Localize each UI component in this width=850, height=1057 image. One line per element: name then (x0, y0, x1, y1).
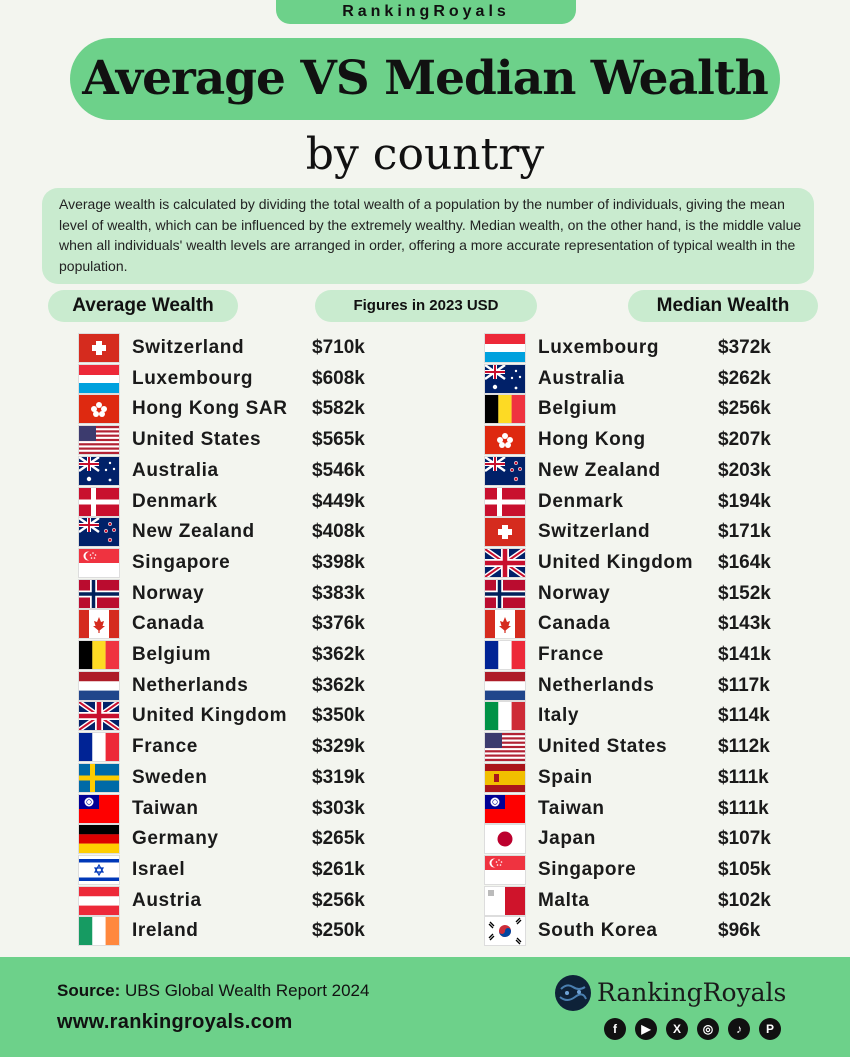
wealth-value: $203k (718, 459, 771, 481)
instagram-icon[interactable]: ◎ (697, 1018, 719, 1040)
country-name: Hong Kong (538, 429, 646, 451)
country-name: Singapore (538, 858, 637, 880)
country-name: Norway (538, 582, 611, 604)
country-name: Netherlands (132, 674, 249, 696)
wealth-value: $546k (312, 459, 365, 481)
average-wealth-row (79, 763, 379, 793)
average-wealth-row (79, 701, 379, 731)
wealth-value: $152k (718, 582, 771, 604)
wealth-value: $164k (718, 551, 771, 573)
median-wealth-row (485, 916, 785, 946)
average-wealth-row (79, 456, 379, 486)
wealth-value: $372k (718, 337, 771, 358)
flag-hk-icon (79, 395, 119, 423)
brand-tab: RankingRoyals (276, 0, 576, 24)
country-name: New Zealand (538, 459, 661, 481)
flag-fr-icon (79, 733, 119, 761)
average-wealth-header: Average Wealth (48, 290, 238, 322)
country-name: United Kingdom (538, 551, 694, 573)
flag-tw-icon (485, 795, 525, 823)
country-name: Norway (132, 582, 205, 604)
wealth-value: $107k (718, 828, 771, 850)
wealth-value: $102k (718, 889, 771, 911)
average-wealth-row (79, 671, 379, 701)
average-wealth-row (79, 732, 379, 762)
flag-ca-icon (485, 610, 525, 638)
globe-logo-icon (555, 975, 591, 1011)
youtube-icon[interactable]: ▶ (635, 1018, 657, 1040)
country-name: United States (538, 736, 668, 758)
country-name: Taiwan (132, 797, 199, 819)
average-wealth-row (79, 394, 379, 424)
wealth-value: $362k (312, 674, 365, 696)
flag-no-icon (485, 580, 525, 608)
median-wealth-row (485, 517, 785, 547)
average-wealth-row (79, 916, 379, 946)
median-wealth-row (485, 456, 785, 486)
wealth-value: $96k (718, 920, 761, 942)
country-name: New Zealand (132, 521, 255, 543)
average-wealth-row (79, 364, 379, 394)
country-name: Denmark (132, 490, 218, 512)
country-name: Hong Kong SAR (132, 398, 288, 420)
flag-it-icon (485, 702, 525, 730)
median-wealth-row (485, 640, 785, 670)
wealth-value: $319k (312, 766, 365, 788)
median-wealth-row (485, 609, 785, 639)
flag-lu-icon (79, 365, 119, 393)
country-name: Denmark (538, 490, 624, 512)
median-wealth-row (485, 855, 785, 885)
wealth-value: $383k (312, 582, 365, 604)
wealth-value: $114k (718, 705, 770, 727)
country-name: Australia (132, 459, 219, 481)
wealth-value: $565k (312, 429, 365, 451)
average-wealth-row (79, 855, 379, 885)
wealth-value: $362k (312, 644, 365, 665)
country-name: Luxembourg (538, 337, 660, 358)
flag-kr-icon (485, 917, 525, 945)
flag-lu-icon (485, 334, 525, 362)
average-wealth-row (79, 579, 379, 609)
country-name: United Kingdom (132, 705, 288, 727)
flag-nz-icon (79, 518, 119, 546)
median-wealth-row (485, 579, 785, 609)
wealth-value: $112k (718, 736, 770, 758)
median-wealth-row (485, 886, 785, 916)
flag-gb-icon (485, 549, 525, 577)
wealth-value: $250k (312, 920, 365, 942)
source-label: Source: (57, 981, 121, 1000)
wealth-value: $262k (718, 367, 771, 389)
country-name: Spain (538, 766, 593, 788)
country-name: Belgium (132, 644, 212, 665)
median-wealth-row (485, 671, 785, 701)
wealth-value: $117k (718, 674, 770, 696)
average-wealth-row (79, 517, 379, 547)
country-name: Singapore (132, 551, 231, 573)
wealth-value: $329k (312, 736, 365, 758)
flag-tw-icon (79, 795, 119, 823)
median-wealth-row (485, 548, 785, 578)
country-name: Ireland (132, 920, 199, 942)
average-wealth-row (79, 886, 379, 916)
wealth-value: $111k (718, 766, 769, 788)
flag-us-icon (485, 733, 525, 761)
country-name: Luxembourg (132, 367, 254, 389)
average-wealth-row (79, 333, 379, 363)
average-wealth-row (79, 640, 379, 670)
tiktok-icon[interactable]: ♪ (728, 1018, 750, 1040)
median-wealth-row (485, 333, 785, 363)
flag-nl-icon (485, 672, 525, 700)
average-wealth-row (79, 487, 379, 517)
flag-no-icon (79, 580, 119, 608)
country-name: Canada (538, 613, 611, 635)
country-name: Japan (538, 828, 596, 850)
flag-de-icon (79, 825, 119, 853)
x-icon[interactable]: X (666, 1018, 688, 1040)
flag-jp-icon (485, 825, 525, 853)
wealth-value: $265k (312, 828, 365, 850)
flag-au-icon (79, 457, 119, 485)
wealth-value: $303k (312, 797, 365, 819)
wealth-value: $449k (312, 490, 365, 512)
average-wealth-row (79, 425, 379, 455)
flag-fr-icon (485, 641, 525, 669)
average-wealth-row (79, 824, 379, 854)
wealth-value: $111k (718, 797, 769, 819)
median-wealth-row (485, 364, 785, 394)
wealth-value: $261k (312, 858, 365, 880)
flag-ie-icon (79, 917, 119, 945)
median-wealth-row (485, 732, 785, 762)
wealth-value: $608k (312, 367, 365, 389)
flag-dk-icon (485, 488, 525, 516)
flag-ca-icon (79, 610, 119, 638)
country-name: United States (132, 429, 262, 451)
country-name: Switzerland (132, 337, 245, 358)
flag-hk-icon (485, 426, 525, 454)
wealth-value: $350k (312, 705, 365, 727)
median-wealth-row (485, 763, 785, 793)
average-wealth-row (79, 609, 379, 639)
flag-be-icon (485, 395, 525, 423)
page-subtitle: by country (305, 129, 545, 180)
median-wealth-header: Median Wealth (628, 290, 818, 322)
flag-sg-icon (79, 549, 119, 577)
page-title: Average VS Median Wealth (82, 51, 768, 106)
median-wealth-row (485, 394, 785, 424)
flag-gb-icon (79, 702, 119, 730)
median-wealth-row (485, 794, 785, 824)
wealth-value: $256k (718, 398, 771, 420)
median-wealth-row (485, 487, 785, 517)
country-name: Belgium (538, 398, 618, 420)
country-name: Germany (132, 828, 219, 850)
facebook-icon[interactable]: f (604, 1018, 626, 1040)
wealth-value: $105k (718, 858, 771, 880)
flag-mt-icon (485, 887, 525, 915)
wealth-value: $408k (312, 521, 365, 543)
flag-se-icon (79, 764, 119, 792)
flag-nz-icon (485, 457, 525, 485)
country-name: Australia (538, 367, 625, 389)
flag-us-icon (79, 426, 119, 454)
average-wealth-row (79, 548, 379, 578)
wealth-value: $194k (718, 490, 771, 512)
website-link[interactable]: www.rankingroyals.com (57, 1011, 293, 1033)
country-name: Switzerland (538, 521, 651, 543)
country-name: Sweden (132, 766, 208, 788)
source-line (57, 980, 369, 1002)
flag-be-icon (79, 641, 119, 669)
wealth-value: $171k (718, 521, 771, 543)
country-name: Israel (132, 858, 186, 880)
median-wealth-row (485, 425, 785, 455)
flag-ch-icon (79, 334, 119, 362)
flag-sg-icon (485, 856, 525, 884)
country-name: France (538, 644, 604, 665)
figures-note: Figures in 2023 USD (315, 290, 537, 322)
wealth-value: $143k (718, 613, 771, 635)
country-name: Malta (538, 889, 590, 911)
country-name: Canada (132, 613, 205, 635)
wealth-value: $207k (718, 429, 771, 451)
country-name: South Korea (538, 920, 658, 942)
flag-at-icon (79, 887, 119, 915)
flag-dk-icon (79, 488, 119, 516)
median-wealth-row (485, 824, 785, 854)
median-wealth-row (485, 701, 785, 731)
wealth-value: $141k (718, 644, 771, 665)
average-wealth-row (79, 794, 379, 824)
flag-au-icon (485, 365, 525, 393)
wealth-value: $710k (312, 337, 365, 358)
logo-text: RankingRoyals (597, 978, 787, 1007)
country-name: Taiwan (538, 797, 605, 819)
wealth-value: $398k (312, 551, 365, 573)
source-text: UBS Global Wealth Report 2024 (120, 981, 370, 1000)
wealth-value: $582k (312, 398, 365, 420)
wealth-value: $256k (312, 889, 365, 911)
country-name: Italy (538, 705, 580, 727)
country-name: France (132, 736, 198, 758)
flag-nl-icon (79, 672, 119, 700)
flag-ch-icon (485, 518, 525, 546)
pinterest-icon[interactable]: P (759, 1018, 781, 1040)
flag-il-icon (79, 856, 119, 884)
country-name: Austria (132, 889, 202, 911)
country-name: Netherlands (538, 674, 655, 696)
wealth-value: $376k (312, 613, 365, 635)
description-box: Average wealth is calculated by dividing the total wealth of a population by the number of individuals, giving the mean level of wealth, which can be influenced by the extremely wealthy. Median wealth, on the other hand, is the middle value when all individuals' wealth levels are arranged in order, offering a more accurate representation of typical wealth in the population. (42, 188, 814, 284)
flag-es-icon (485, 764, 525, 792)
